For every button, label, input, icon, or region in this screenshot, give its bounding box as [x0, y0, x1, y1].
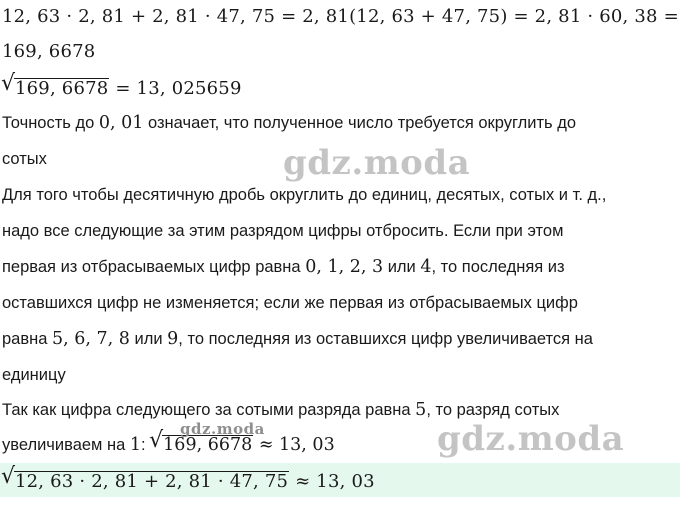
text: Точность до	[2, 114, 99, 132]
text: :	[141, 436, 151, 454]
sqrt-result: = 13, 025659	[115, 78, 242, 99]
math-number: 9	[167, 329, 179, 349]
rule-line-1: Для того чтобы десятичную дробь округлить до единиц, десятых, сотых и т. д.,	[2, 186, 607, 204]
math-number: 1	[129, 435, 141, 455]
final-answer	[1, 464, 375, 492]
equation-line-1-continued: 169, 6678	[2, 41, 96, 62]
sqrt-expression	[1, 71, 109, 99]
text: , то разряд сотых	[426, 401, 560, 419]
rule-line-4: оставшихся цифр не изменяется; если же первая из отбрасываемых цифр	[2, 294, 578, 312]
equation-line-1: 12, 63 · 2, 81 + 2, 81 · 47, 75 = 2, 81(12, 63 + 47, 75) = 2, 81 · 60, 38 =	[2, 6, 679, 27]
radical-sign: √	[1, 71, 16, 96]
radicand: 169, 6678	[163, 435, 253, 455]
rule-line-6: единицу	[2, 366, 66, 384]
text: или	[383, 258, 421, 276]
math-number: 4	[420, 257, 432, 277]
rule-line-2: надо все следующие за этим разрядом цифры отбросить. Если при этом	[2, 222, 564, 240]
sqrt-expression	[1, 464, 289, 492]
radical-sign: √	[149, 428, 164, 453]
rule-line-3	[2, 259, 565, 277]
math-number: 5, 6, 7, 8	[52, 329, 130, 349]
text: означает, что полученное число требуется округлить до	[143, 114, 577, 132]
radicand: 12, 63 · 2, 81 + 2, 81 · 47, 75	[15, 471, 289, 492]
math-number: 0, 01	[98, 113, 144, 133]
text: или	[129, 330, 168, 348]
answer-result: ≈ 13, 03	[295, 471, 375, 492]
rounded-result: ≈ 13, 03	[253, 435, 335, 455]
rounding-line-1	[2, 402, 559, 420]
radical-sign: √	[1, 464, 16, 489]
watermark-logo: gdz.moda	[283, 143, 471, 183]
text: равна	[2, 330, 52, 348]
text: , то последняя из оставшихся цифр увеличивается на	[178, 330, 593, 348]
text: Так как цифра следующего за сотыми разряда равна	[2, 401, 416, 419]
radicand: 169, 6678	[15, 78, 109, 99]
watermark-logo: gdz.moda	[437, 419, 625, 459]
text: , то последняя из	[431, 258, 565, 276]
math-number: 0, 1, 2, 3	[305, 257, 384, 277]
math-number: 5	[415, 400, 427, 420]
sqrt-equation	[1, 71, 242, 99]
precision-sentence	[2, 115, 576, 133]
rule-line-5	[2, 331, 593, 349]
text: увеличиваем на	[2, 436, 130, 454]
precision-sentence-continued: сотых	[2, 150, 47, 168]
text: первая из отбрасываемых цифр равна	[2, 258, 306, 276]
watermark-logo-small: gdz.moda	[180, 420, 265, 438]
